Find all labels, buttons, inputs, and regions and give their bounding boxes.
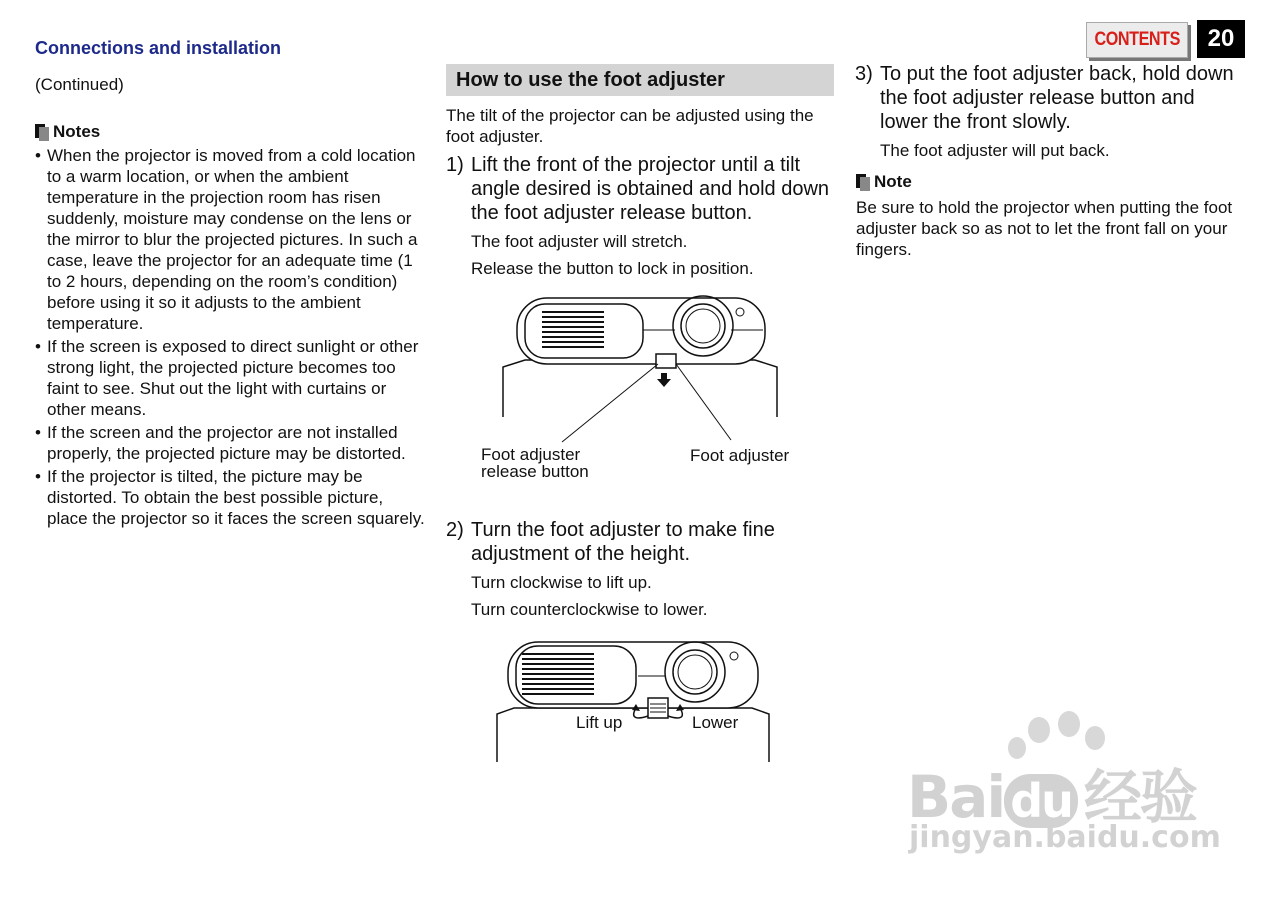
contents-button[interactable] [1086, 22, 1188, 58]
down-arrow-icon [657, 373, 671, 387]
step-1 [446, 153, 838, 279]
step-2-sub-1: Turn clockwise to lift up. [471, 573, 652, 592]
section-title: Connections and installation [35, 38, 282, 58]
step-2-number: 2) [446, 519, 464, 541]
projector-vents [522, 654, 594, 694]
step-2-sub-2: Turn counterclockwise to lower. [471, 600, 708, 619]
watermark-brand-cn: 经验 [1083, 763, 1196, 831]
step-3-number: 3) [855, 63, 873, 85]
leader-line-release [562, 364, 658, 442]
step-2-text: Turn the foot adjuster to make fine adjustment of the height. [471, 519, 775, 565]
table-outline [503, 360, 777, 417]
watermark-url: jingyan.baidu.com [909, 820, 1221, 855]
step-3 [855, 62, 1247, 161]
step-3-text: To put the foot adjuster back, hold down the foot adjuster release button and lower the front slowly. [880, 63, 1234, 133]
foot-adjuster-release-button [656, 354, 676, 368]
step-1-text: Lift the front of the projector until a tilt angle desired is obtained and hold down the foot adjuster release button. [471, 154, 830, 224]
projector-diagram-2 [490, 636, 780, 766]
baidu-watermark [905, 710, 1221, 865]
notes-heading [35, 122, 100, 142]
continued-label: (Continued) [35, 75, 124, 94]
note-icon [35, 124, 49, 141]
note-heading [856, 172, 912, 192]
note-text: Be sure to hold the projector when putting the foot adjuster back so as not to let the front fall on your fingers. [856, 198, 1233, 259]
notes-list [35, 145, 427, 531]
leader-line-adjuster [676, 364, 731, 440]
note-heading-label: Note [874, 172, 912, 191]
notes-heading-label: Notes [53, 122, 101, 141]
label-release-line-1: Foot adjuster [481, 445, 581, 464]
note-item: • If the projector is tilted, the picture may be distorted. To obtain the best possible picture, place the projector so it faces the screen squarely. [35, 466, 427, 529]
step-2 [446, 518, 838, 620]
step-1-number: 1) [446, 154, 464, 176]
watermark-brand-1: Bai [907, 763, 1005, 831]
step-1-sub-2: Release the button to lock in position. [471, 259, 754, 278]
watermark-brand-2: du [1004, 774, 1078, 828]
label-lift-up: Lift up [576, 713, 623, 732]
note-item: • If the screen and the projector are not installed properly, the projected picture may be distorted. [35, 422, 427, 464]
contents-button-label: CONTENTS [1094, 29, 1180, 50]
note-item: • When the projector is moved from a cold location to a warm location, or when the ambient temperature in the projection room has risen suddenly, moisture may condense on the lens or the mirror to blur the projected pictures. In such a case, leave the projector for an adequate time (1 to 2 hours, depending on the room’s condition) before using it so it adjusts to the ambient temperature. [35, 145, 427, 334]
label-foot-adjuster: Foot adjuster [690, 446, 790, 465]
label-lower: Lower [692, 713, 739, 732]
subsection-title: How to use the foot adjuster [456, 69, 725, 91]
intro-text: The tilt of the projector can be adjusted using the foot adjuster. [446, 106, 814, 146]
note-icon [856, 174, 870, 191]
step-3-sub-1: The foot adjuster will put back. [880, 141, 1110, 160]
page-number: 20 [1197, 20, 1245, 58]
label-release-line-2: release button [481, 462, 589, 481]
step-1-sub-1: The foot adjuster will stretch. [471, 232, 688, 251]
note-item: • If the screen is exposed to direct sunlight or other strong light, the projected picture becomes too faint to see. Shut out the light with curtains or other means. [35, 336, 427, 420]
